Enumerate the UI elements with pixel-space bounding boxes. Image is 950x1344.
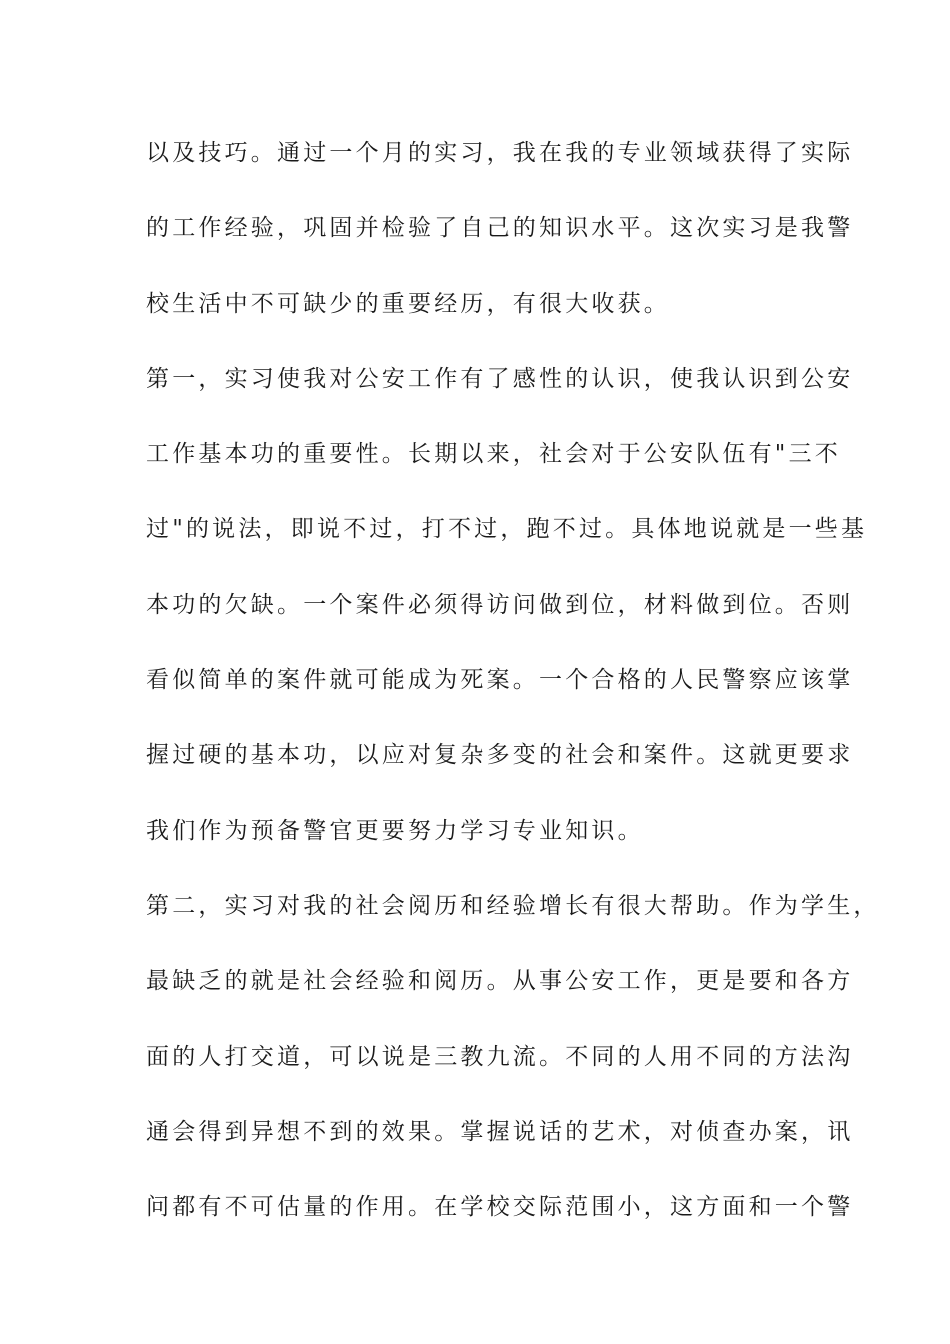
text-line-1: 以及技巧。通过一个月的实习，我在我的专业领域获得了实际: [146, 140, 854, 166]
text-line-12: 最缺乏的就是社会经验和阅历。从事公安工作，更是要和各方: [146, 968, 854, 995]
text-line-2: 的工作经验，巩固并检验了自己的知识水平。这次实习是我警: [146, 215, 854, 242]
text-line-3: 校生活中不可缺少的重要经历，有很大收获。: [146, 290, 670, 317]
text-line-11: 第二，实习对我的社会阅历和经验增长有很大帮助。作为学生，: [146, 892, 880, 919]
text-line-8: 看似简单的案件就可能成为死案。一个合格的人民警察应该掌: [146, 667, 854, 694]
text-line-6: 过"的说法，即说不过，打不过，跑不过。具体地说就是一些基: [146, 516, 868, 543]
text-line-10: 我们作为预备警官更要努力学习专业知识。: [146, 817, 644, 844]
text-line-15: 问都有不可估量的作用。在学校交际范围小，这方面和一个警: [146, 1194, 854, 1221]
text-line-14: 通会得到异想不到的效果。掌握说话的艺术，对侦查办案，讯: [146, 1118, 854, 1145]
text-line-13: 面的人打交道，可以说是三教九流。不同的人用不同的方法沟: [146, 1043, 854, 1070]
body-text: [146, 128, 880, 1257]
text-line-4: 第一，实习使我对公安工作有了感性的认识，使我认识到公安: [146, 365, 854, 392]
text-line-5: 工作基本功的重要性。长期以来，社会对于公安队伍有"三不: [146, 441, 841, 468]
text-line-7: 本功的欠缺。一个案件必须得访问做到位，材料做到位。否则: [146, 591, 854, 618]
text-line-9: 握过硬的基本功，以应对复杂多变的社会和案件。这就更要求: [146, 742, 854, 769]
